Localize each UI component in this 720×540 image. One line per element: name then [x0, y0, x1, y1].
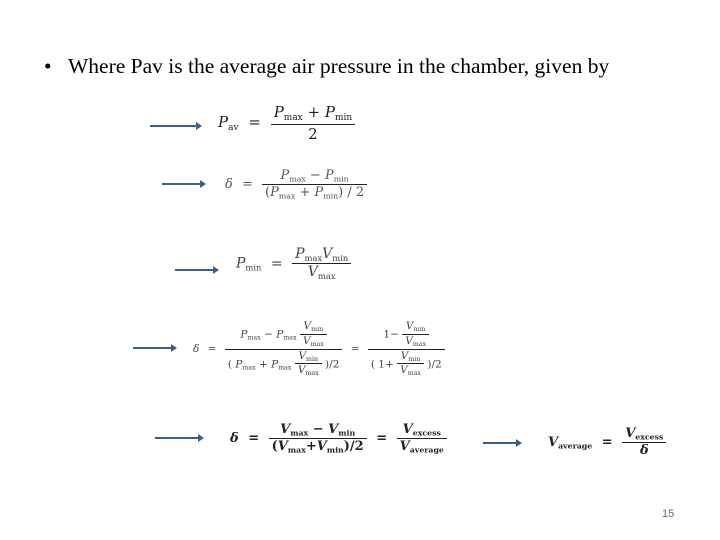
arrow-icon	[162, 183, 202, 185]
arrow-icon	[150, 125, 198, 127]
equation-average-pressure: $P_{av}$ = $\frac{P_{max} + P_{min}}{2}$	[218, 103, 355, 143]
arrow-icon	[483, 442, 518, 444]
bullet-text: Where Pav is the average air pressure in the chamber, given by	[68, 54, 610, 78]
page-number: 15	[662, 508, 675, 520]
arrow-icon	[175, 269, 215, 271]
equation-p-min: $P_{min}$ = $\frac{P_{max}V_{min}}{V_{max}}$	[236, 246, 351, 281]
arrow-icon	[133, 347, 173, 349]
bullet-dot: •	[44, 54, 52, 78]
equation-delta-pressure: δ = $\frac{P_{max} - P_{min}}{(P_{max} + P_{min}) / 2}$	[225, 168, 367, 201]
arrow-icon	[155, 437, 200, 439]
equation-delta-volume-expanded: δ = $P_{max} - P_{max}$ $\frac{V_{min}}{V_{max}}$ ( $P_{max} + P_{max}$ $\frac{V_{min}}{V_{max}}$ )/2 = 1− $\frac{V_{min}}{V_{max}}$ ( 1+ $\frac{V_{min}}{V_{max}}$ )/2	[193, 320, 445, 378]
equation-delta-volume: δ = $\frac{V_{max} - V_{min}}{(V_{max}+V_{min})/2}$ = $\frac{V_{excess}}{V_{average}}$	[230, 422, 447, 455]
equation-v-average: $V_{average}$ = $\frac{V_{excess}}{\delta}$	[548, 426, 666, 459]
bullet-line	[44, 54, 609, 79]
